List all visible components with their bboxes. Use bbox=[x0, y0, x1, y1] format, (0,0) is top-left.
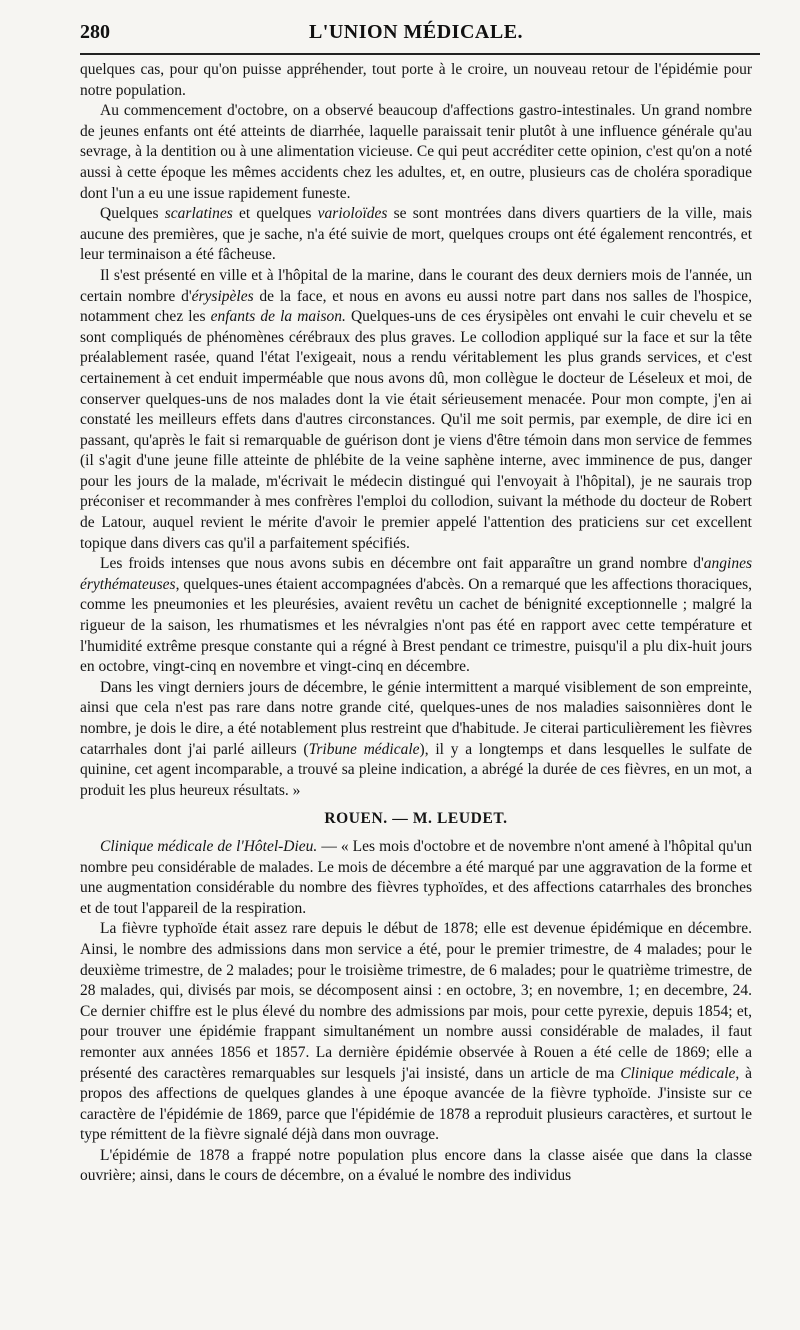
article-body bbox=[80, 60, 752, 1187]
italic-text: scarlatines bbox=[164, 205, 233, 223]
italic-text: enfants de la maison. bbox=[210, 308, 346, 326]
paragraph bbox=[80, 60, 752, 101]
text-run: L'épidémie de 1878 a frappé notre population plus encore dans la classe aisée que dans la classe ouvrière; ainsi, dans le cours de décembre, on a évalué le nombre des individus bbox=[80, 1146, 752, 1185]
text-run: Quelques-uns de ces érysipèles ont envahi le cuir chevelu et se sont compliqués de phénomènes cérébraux des plus graves. Le collodion appliqué sur la face et sur la tête préalablement rasée, quand l'état l'exigeait, nous a rendu véritablement les plus grands services, et c'est certainement à cet enduit imperméable que nous avons dû, mon collègue le docteur de Léseleux et moi, de conserver quelques-uns de nos malades dont la vie était sérieusement menacée. Pour mon compte, j'en ai constaté les meilleurs effets dans d'autres circonstances. Qu'il me soit permis, par exemple, de dire ici en passant, qu'après le fait si remarquable de guérison dont je viens d'être témoin dans mon service de femmes (il s'agit d'une jeune fille atteinte de phlébite de la veine saphène interne, avec imminence de pus, danger pour les jours de la malade, m'écrivait le médecin distingué qui l'envoyait à l'hôpital), je ne saurais trop préconiser et recommander à mes confrères l'emploi du collodion, suivant la méthode du docteur de Robert de Latour, auquel revient le mérite d'avoir le premier appelé l'attention des praticiens sur cet excellent topique dans divers cas qu'il a parfaitement spécifiés. bbox=[80, 308, 752, 552]
text-run: ), il y a longtemps et dans lesquelles le sulfate de quinine, cet agent incomparable, a trouvé sa pleine indication, a abrégé la durée de ces fièvres, en un mot, a produit les plus heureux résultats. » bbox=[80, 740, 752, 799]
italic-text: angines érythémateuses bbox=[80, 555, 752, 593]
text-run: de la face, et nous en avons eu aussi notre part dans nos salles de l'hospice, notamment chez les bbox=[80, 287, 752, 326]
page-header bbox=[80, 18, 752, 44]
section-heading: ROUEN. — M. LEUDET. bbox=[324, 810, 508, 828]
paragraph bbox=[80, 101, 752, 204]
italic-text: Clinique médicale de l'Hôtel-Dieu. bbox=[100, 837, 318, 855]
text-run: Il s'est présenté en ville et à l'hôpital de la marine, dans le courant des deux derniers mois de l'année, un certain nombre d' bbox=[80, 266, 752, 305]
paragraphs-before-heading bbox=[80, 60, 752, 801]
text-run: , à propos des affections de quelques glandes à une époque avancée de la fièvre typhoïde. J'insiste sur ce caractère de l'épidémie de 1869, parce que l'épidémie de 1878 a reproduit plusieurs caractères, et surtout le type rémittent de la fièvre signalé déjà dans mon ouvrage. bbox=[80, 1064, 752, 1144]
paragraph bbox=[80, 266, 752, 554]
text-run: quelques cas, pour qu'on puisse appréhender, tout porte à le croire, un nouveau retour de l'épidémie pour notre population. bbox=[80, 61, 752, 99]
italic-text: Tribune médicale bbox=[308, 740, 420, 758]
text-run: et quelques bbox=[232, 205, 318, 223]
italic-text: Clinique médicale bbox=[620, 1064, 736, 1082]
text-run: Quelques bbox=[100, 205, 165, 223]
text-run: , quelques-unes étaient accompagnées d'abcès. On a remarqué que les affections thoraciques, comme les pneumonies et les pleurésies, avaient revêtu un cachet de bénignité exceptionnelle ; malgré la rigueur de la saison, les rhumatismes et les névralgies n'ont pas été en rapport avec cette température et l'humidité extrême presque constante qui a régné à Brest pendant ce trimestre, puisqu'il a plu dix-huit jours en octobre, vingt-cinq en novembre et vingt-cinq en décembre. bbox=[80, 575, 752, 676]
header-rule bbox=[80, 53, 760, 55]
paragraph bbox=[80, 554, 752, 678]
running-title: L'UNION MÉDICALE. bbox=[308, 21, 524, 43]
paragraph bbox=[80, 204, 752, 266]
text-run: La fièvre typhoïde était assez rare depuis le début de 1878; elle est devenue épidémique en décembre. Ainsi, le nombre des admissions dans mon service a été, pour le premier trimestre, de 4 malades; pour le deuxième trimestre, de 2 malades; pour le troisième trimestre, de 6 malades; pour le quatrième trimestre, de 28 malades, qui, divisés par mois, se décomposent ainsi : en octobre, 3; en novembre, 1; en decembre, 24. Ce dernier chiffre est le plus élevé du nombre des admissions par mois, pour cette pyrexie, depuis 1854; et, pour trouver une épidémie frappant simultanément un nombre aussi considérable de malades, il faut remonter aux années 1856 et 1857. La dernière épidémie observée à Rouen a été celle de 1869; elle a présenté des caractères remarquables sur lesquels j'ai insisté, dans un article de ma bbox=[80, 920, 752, 1082]
page-number: 280 bbox=[80, 21, 110, 43]
text-run: Dans les vingt derniers jours de décembre, le génie intermittent a marqué visiblement de son empreinte, ainsi que cela n'est pas rare dans notre grande cité, quelques-unes de nos maladies saisonnières dont le nombre, je dois le dire, a été notablement plus restreint que d'habitude. Je citerai particulièrement les fièvres catarrhales dont j'ai parlé ailleurs ( bbox=[80, 678, 752, 758]
italic-text: varioloïdes bbox=[317, 205, 388, 223]
paragraph bbox=[80, 837, 752, 919]
paragraph bbox=[80, 678, 752, 802]
paragraph bbox=[80, 1146, 752, 1187]
paragraphs-after-heading bbox=[80, 837, 752, 1187]
text-run: se sont montrées dans divers quartiers de la ville, mais aucune des premières, que je sache, n'a été suivie de mort, quelques croups ont été également rencontrés, et leur terminaison a été fâcheuse. bbox=[80, 205, 752, 264]
text-run: Au commencement d'octobre, on a observé beaucoup d'affections gastro-intestinales. Un grand nombre de jeunes enfants ont été atteints de diarrhée, laquelle paraissait tenir plutôt à une influence générale qu'au sevrage, à la dentition ou à une alimentation vicieuse. Ce qui peut accréditer cette opinion, c'est qu'on a noté aussi à cette époque les mêmes accidents chez les adultes, et, en outre, plusieurs cas de choléra sporadique dont l'un a eu une issue rapidement funeste. bbox=[80, 102, 752, 202]
paragraph bbox=[80, 919, 752, 1146]
text-run: Les froids intenses que nous avons subis en décembre ont fait apparaître un grand nombre d' bbox=[100, 555, 704, 573]
italic-text: érysipèles bbox=[191, 287, 254, 305]
text-run: — « Les mois d'octobre et de novembre n'ont amené à l'hôpital qu'un nombre peu considérable de malades. Le mois de décembre a été marqué par une aggravation de la forme et une augmentation considérable du nombre des fièvres typhoïdes, et des affections catarrhales des bronches et de tout l'appareil de la respiration. bbox=[80, 837, 753, 917]
